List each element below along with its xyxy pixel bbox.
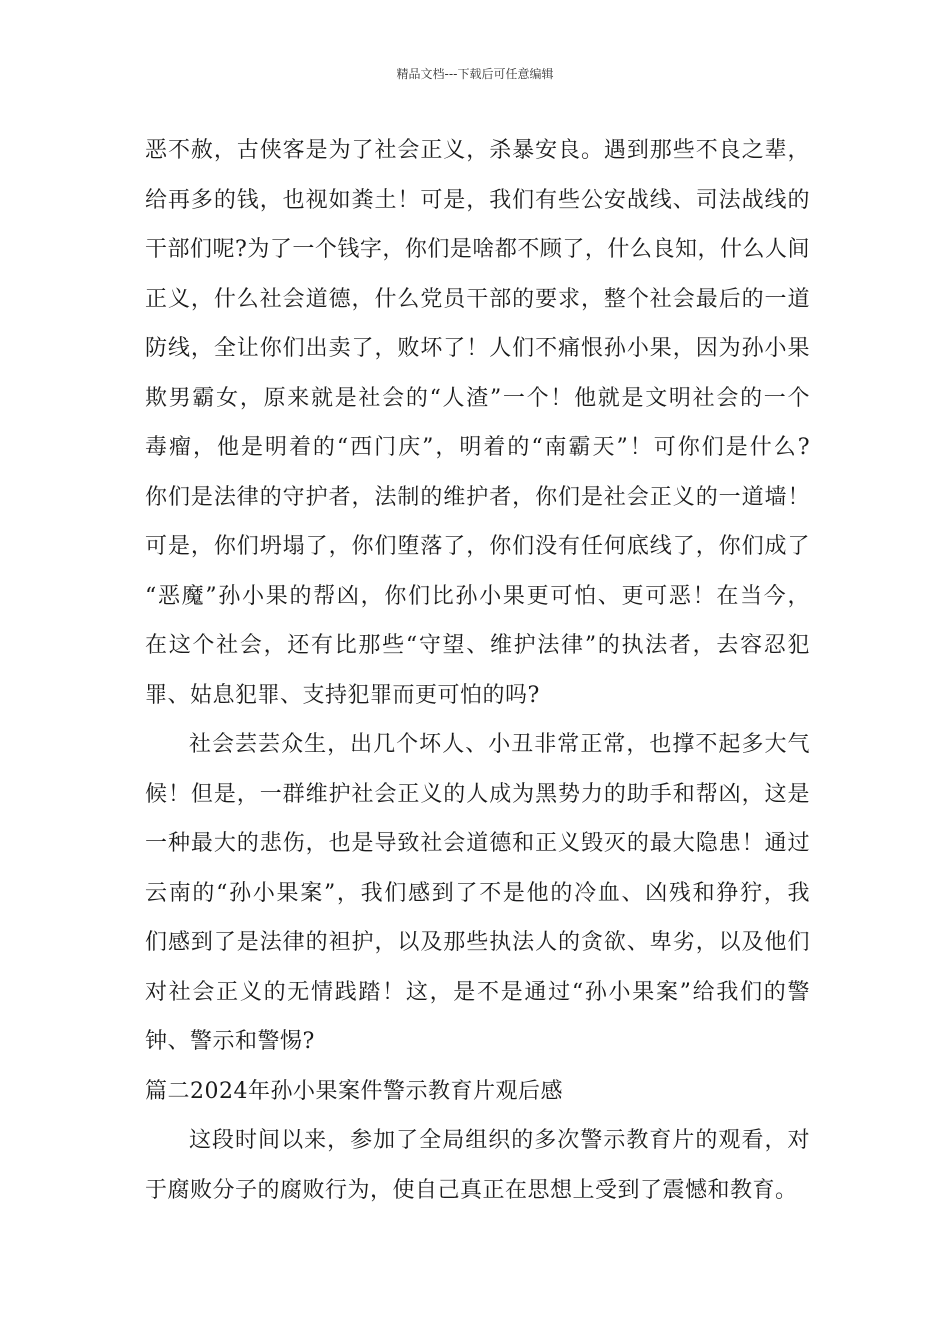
paragraph bbox=[145, 1116, 810, 1215]
text-line: 欺男霸女，原来就是社会的“人渣”一个！他就是文明社会的一个 bbox=[145, 385, 810, 411]
text-line: 于腐败分子的腐败行为，使自己真正在思想上受到了震憾和教育。 bbox=[145, 1177, 798, 1203]
text-line: 钟、警示和警惕? bbox=[145, 1029, 315, 1054]
document-body bbox=[145, 126, 810, 1215]
paragraph-continuation bbox=[145, 126, 810, 720]
text-line: 这段时间以来，参加了全局组织的多次警示教育片的观看，对 bbox=[189, 1128, 810, 1153]
text-line: 候！但是，一群维护社会正义的人成为黑势力的助手和帮凶，这是 bbox=[145, 781, 810, 807]
text-line: 社会芸芸众生，出几个坏人、小丑非常正常，也撑不起多大气 bbox=[189, 732, 810, 757]
text-line: 罪、姑息犯罪、支持犯罪而更可怕的吗? bbox=[145, 682, 540, 708]
text-line: 正义，什么社会道德，什么党员干部的要求，整个社会最后的一道 bbox=[145, 286, 810, 312]
text-line: 恶不赦，古侠客是为了社会正义，杀暴安良。遇到那些不良之辈， bbox=[145, 138, 810, 163]
text-line: 在这个社会，还有比那些“守望、维护法律”的执法者，去容忍犯 bbox=[145, 633, 810, 658]
text-line: 们感到了是法律的袒护，以及那些执法人的贪欲、卑劣，以及他们 bbox=[145, 930, 810, 955]
text-line: 对社会正义的无情践踏！这，是不是通过“孙小果案”给我们的警 bbox=[145, 979, 810, 1005]
text-line: 给再多的钱，也视如粪土！可是，我们有些公安战线、司法战线的 bbox=[145, 187, 810, 213]
text-line: “恶魔”孙小果的帮凶，你们比孙小果更可怕、更可恶！在当今， bbox=[145, 583, 810, 609]
text-line: 毒瘤，他是明着的“西门庆”，明着的“南霸天”！可你们是什么? bbox=[145, 435, 810, 460]
section-title: 篇二2024年孙小果案件警示教育片观后感 bbox=[145, 1078, 563, 1104]
text-line: 云南的“孙小果案”，我们感到了不是他的冷血、凶残和狰狞，我 bbox=[145, 880, 810, 906]
section-heading bbox=[145, 1067, 810, 1117]
text-line: 防线，全让你们出卖了，败坏了！人们不痛恨孙小果，因为孙小果 bbox=[145, 336, 810, 361]
text-line: 干部们呢?为了一个钱字，你们是啥都不顾了，什么良知，什么人间 bbox=[145, 237, 810, 262]
page-header: 精品文档---下载后可任意编辑 bbox=[396, 67, 554, 81]
text-line: 你们是法律的守护者，法制的维护者，你们是社会正义的一道墙！ bbox=[145, 484, 810, 510]
text-line: 一种最大的悲伤，也是导致社会道德和正义毁灭的最大隐患！通过 bbox=[145, 831, 810, 856]
text-line: 可是，你们坍塌了，你们堕落了，你们没有任何底线了，你们成了 bbox=[145, 534, 810, 559]
paragraph bbox=[145, 720, 810, 1067]
